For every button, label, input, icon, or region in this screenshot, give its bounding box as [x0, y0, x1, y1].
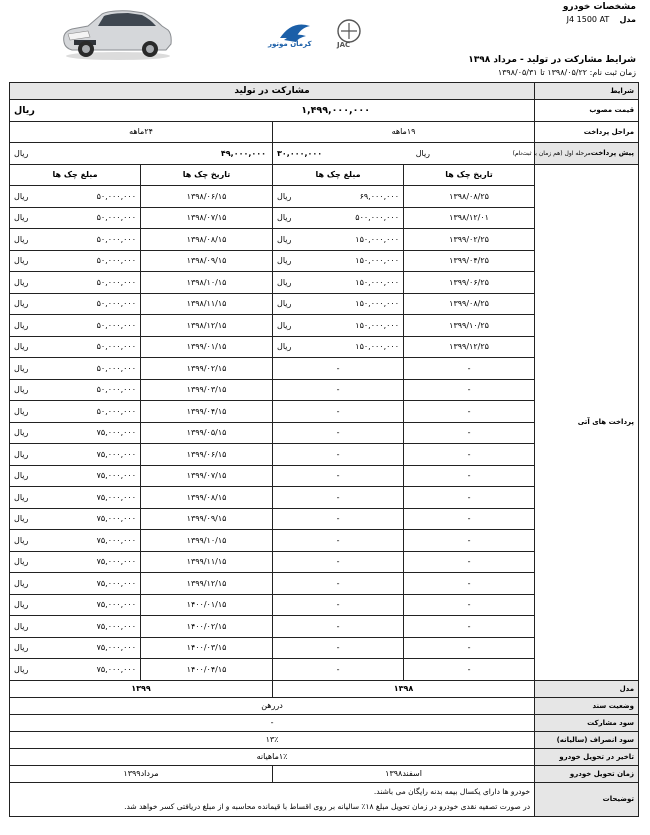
check-amount: ۵۰,۰۰۰,۰۰۰: [96, 234, 137, 244]
plan-a-check-date: ۱۳۹۹/۱۲/۲۵: [404, 336, 535, 358]
plan-b-check-date: ۱۳۹۹/۰۶/۱۵: [141, 444, 273, 466]
participation-profit-value: -: [10, 714, 535, 731]
plan-b-check-date: ۱۳۹۹/۰۹/۱۵: [141, 508, 273, 530]
plan-a-empty-amount: -: [273, 637, 404, 659]
plan-b-check-date: ۱۳۹۸/۱۰/۱۵: [141, 272, 273, 294]
check-amount: ۶۹,۰۰۰,۰۰۰: [359, 191, 400, 201]
plan-b-check-amount: [10, 594, 141, 616]
plan-a-check-date: ۱۳۹۹/۰۲/۲۵: [404, 229, 535, 251]
plan-b-check-amount: [10, 487, 141, 509]
check-amount: ۵۰,۰۰۰,۰۰۰: [96, 256, 137, 266]
first-stage-label: مرحله اول (هم زمان با ثبت‌نام): [512, 149, 591, 157]
unit-label: ریال: [14, 342, 29, 352]
plan-b-check-amount: [10, 422, 141, 444]
note-line: در صورت تصفیه نقدی خودرو در زمان تحویل مبلغ ۱۸٪ سالیانه بر روی اقساط با قیمانده محاسبه و از مبلغ دریافتی کسر خواهد شد.: [124, 802, 531, 811]
plan-title: مشارکت در تولید: [10, 83, 535, 100]
plan-b-check-date: ۱۳۹۹/۰۷/۱۵: [141, 465, 273, 487]
conditions-title: شرایط مشارکت در تولید - مرداد ۱۳۹۸: [468, 55, 636, 65]
approved-price-unit: ریال: [14, 104, 35, 116]
plan-b-prepay-value: ۴۹,۰۰۰,۰۰۰: [220, 148, 267, 158]
plan-b-check-date: ۱۳۹۹/۰۱/۱۵: [141, 336, 273, 358]
plan-a-empty-amount: -: [273, 659, 404, 681]
unit-label: ریال: [277, 256, 292, 266]
registration-period: زمان ثبت نام: ۱۳۹۸/۰۵/۲۲ تا ۱۳۹۸/۰۵/۳۱: [497, 68, 636, 77]
kerman-motor-logo-icon: [270, 18, 320, 54]
delivery-delay-label: تاخیر در تحویل خودرو: [535, 748, 639, 765]
unit-label: ریال: [14, 643, 29, 653]
document-status-row: [10, 697, 639, 714]
plan-b-check-amount: [10, 551, 141, 573]
unit-label: ریال: [14, 578, 29, 588]
check-amount: ۵۰,۰۰۰,۰۰۰: [96, 299, 137, 309]
plan-a-empty-date: -: [404, 422, 535, 444]
model-a-year: ۱۳۹۸: [273, 680, 535, 697]
check-amount: ۷۵,۰۰۰,۰۰۰: [96, 621, 137, 631]
plan-b-check-amount: [10, 207, 141, 229]
plan-a-empty-date: -: [404, 573, 535, 595]
plan-a-check-date: ۱۳۹۹/۰۸/۲۵: [404, 293, 535, 315]
plan-b-check-date: ۱۳۹۸/۱۱/۱۵: [141, 293, 273, 315]
car-image: [58, 4, 176, 62]
unit-label: ریال: [14, 492, 29, 502]
check-amount: ۷۵,۰۰۰,۰۰۰: [96, 578, 137, 588]
notes-cell: [10, 782, 535, 816]
delivery-time-row: [10, 765, 639, 782]
unit-label: ریال: [14, 449, 29, 459]
plan-b-check-date: ۱۳۹۹/۰۴/۱۵: [141, 401, 273, 423]
plan-a-empty-amount: -: [273, 508, 404, 530]
plan-a-empty-date: -: [404, 659, 535, 681]
plan-b-check-amount: [10, 573, 141, 595]
check-amount: ۱۵۰,۰۰۰,۰۰۰: [355, 320, 400, 330]
future-payments-label: پرداخت های آتی: [535, 164, 639, 680]
payment-stages-label: مراحل پرداخت: [535, 121, 639, 143]
check-amount: ۵۰,۰۰۰,۰۰۰: [96, 342, 137, 352]
plan-b-prepay-cell: [10, 143, 273, 165]
plan-a-empty-date: -: [404, 379, 535, 401]
plan-b-check-amount: [10, 659, 141, 681]
plan-a-empty-date: -: [404, 594, 535, 616]
plan-b-check-amount: [10, 272, 141, 294]
prepayment-label-cell: [512, 143, 639, 165]
unit-label: ریال: [277, 234, 292, 244]
plan-b-check-amount: [10, 250, 141, 272]
unit-label: ریال: [14, 428, 29, 438]
plan-a-amount-header: مبلغ چک ها: [273, 164, 404, 186]
plan-b-check-amount: [10, 186, 141, 208]
document-status-label: وضعیت سند: [535, 697, 639, 714]
plan-a-empty-date: -: [404, 637, 535, 659]
plan-b-months: ۲۴ماهه: [10, 121, 273, 143]
plan-b-check-date: ۱۳۹۹/۱۲/۱۵: [141, 573, 273, 595]
approved-price-cell: [10, 100, 535, 122]
document-status-value: دررهن: [10, 697, 535, 714]
check-amount: ۷۵,۰۰۰,۰۰۰: [96, 557, 137, 567]
plan-a-check-date: ۱۳۹۸/۰۸/۲۵: [404, 186, 535, 208]
plan-a-empty-amount: -: [273, 401, 404, 423]
unit-label: ریال: [277, 213, 292, 223]
unit-label: ریال: [14, 363, 29, 373]
unit-label: ریال: [14, 664, 29, 674]
model-b-year: ۱۳۹۹: [10, 680, 273, 697]
plan-a-check-date: ۱۳۹۹/۰۶/۲۵: [404, 272, 535, 294]
model-label: مدل: [535, 680, 639, 697]
plan-a-check-amount: [273, 186, 404, 208]
plan-a-date-header: تاریخ چک ها: [404, 164, 535, 186]
plan-a-check-amount: [273, 229, 404, 251]
plan-a-empty-amount: -: [273, 358, 404, 380]
check-amount: ۵۰,۰۰۰,۰۰۰: [96, 320, 137, 330]
delay-profit-row: [10, 731, 639, 748]
plan-a-empty-amount: -: [273, 379, 404, 401]
plan-b-check-date: ۱۴۰۰/۰۴/۱۵: [141, 659, 273, 681]
plan-a-empty-date: -: [404, 444, 535, 466]
plan-b-check-date: ۱۳۹۹/۱۱/۱۵: [141, 551, 273, 573]
plan-a-check-date: ۱۳۹۸/۱۲/۰۱: [404, 207, 535, 229]
unit-label: ریال: [14, 471, 29, 481]
plan-a-check-amount: [273, 207, 404, 229]
check-amount: ۵۰,۰۰۰,۰۰۰: [96, 277, 137, 287]
plan-b-check-date: ۱۳۹۹/۰۲/۱۵: [141, 358, 273, 380]
check-amount: ۷۵,۰۰۰,۰۰۰: [96, 471, 137, 481]
plan-a-empty-date: -: [404, 358, 535, 380]
plan-b-prepay-unit: ریال: [14, 148, 29, 158]
plan-a-empty-date: -: [404, 551, 535, 573]
unit-label: ریال: [14, 234, 29, 244]
plan-b-check-amount: [10, 637, 141, 659]
check-amount: ۷۵,۰۰۰,۰۰۰: [96, 643, 137, 653]
plan-b-check-amount: [10, 379, 141, 401]
plan-a-empty-amount: -: [273, 487, 404, 509]
plan-b-check-amount: [10, 336, 141, 358]
plan-a-prepay-unit: ریال: [415, 148, 431, 158]
participation-profit-row: [10, 714, 639, 731]
unit-label: ریال: [277, 342, 292, 352]
plan-b-check-date: ۱۳۹۸/۰۸/۱۵: [141, 229, 273, 251]
check-amount: ۱۵۰,۰۰۰,۰۰۰: [355, 299, 400, 309]
unit-label: ریال: [14, 256, 29, 266]
plan-a-check-amount: [273, 293, 404, 315]
plan-b-check-amount: [10, 229, 141, 251]
delivery-delay-value: ۱٪ماهیانه: [10, 748, 535, 765]
model-row: [10, 680, 639, 697]
jac-text: JAC: [337, 41, 351, 49]
plan-b-check-amount: [10, 444, 141, 466]
check-amount: ۷۵,۰۰۰,۰۰۰: [96, 600, 137, 610]
conditions-label: شرایط: [535, 83, 639, 100]
check-amount: ۵۰,۰۰۰,۰۰۰: [96, 406, 137, 416]
plan-b-check-date: ۱۳۹۹/۰۳/۱۵: [141, 379, 273, 401]
unit-label: ریال: [277, 277, 292, 287]
plan-a-empty-amount: -: [273, 551, 404, 573]
model-value: J4 1500 AT: [566, 15, 610, 24]
plan-a-check-date: ۱۳۹۹/۰۴/۲۵: [404, 250, 535, 272]
check-amount: ۱۵۰,۰۰۰,۰۰۰: [355, 277, 400, 287]
approved-price-label: قیمت مصوب: [535, 100, 639, 122]
unit-label: ریال: [277, 191, 292, 201]
model-info: [567, 15, 636, 24]
plan-a-empty-amount: -: [273, 616, 404, 638]
plan-b-date-header: تاریخ چک ها: [141, 164, 273, 186]
note-line: خودرو ها دارای یکسال بیمه بدنه رایگان می باشند.: [373, 787, 531, 796]
delivery-delay-row: [10, 748, 639, 765]
check-amount: ۷۵,۰۰۰,۰۰۰: [96, 492, 137, 502]
conditions-table: [9, 82, 639, 817]
check-amount: ۱۵۰,۰۰۰,۰۰۰: [355, 256, 400, 266]
check-amount: ۵۰,۰۰۰,۰۰۰: [96, 213, 137, 223]
plan-b-check-date: ۱۴۰۰/۰۲/۱۵: [141, 616, 273, 638]
plan-b-check-amount: [10, 530, 141, 552]
plan-b-check-amount: [10, 616, 141, 638]
delay-profit-value: ۱۳٪: [10, 731, 535, 748]
plan-a-check-amount: [273, 250, 404, 272]
plan-b-check-amount: [10, 293, 141, 315]
plan-a-empty-amount: -: [273, 594, 404, 616]
unit-label: ریال: [14, 557, 29, 567]
delivery-a-value: اسفند۱۳۹۸: [273, 765, 535, 782]
notes-label: توضیحات: [535, 782, 639, 816]
check-amount: ۷۵,۰۰۰,۰۰۰: [96, 428, 137, 438]
check-amount: ۱۵۰,۰۰۰,۰۰۰: [355, 342, 400, 352]
prepayment-label: پیش پرداخت: [590, 149, 635, 158]
plan-a-check-date: ۱۳۹۹/۱۰/۲۵: [404, 315, 535, 337]
check-amount: ۷۵,۰۰۰,۰۰۰: [96, 514, 137, 524]
plan-b-check-date: ۱۴۰۰/۰۱/۱۵: [141, 594, 273, 616]
plan-a-empty-amount: -: [273, 573, 404, 595]
plan-b-check-amount: [10, 401, 141, 423]
notes-row: [10, 782, 639, 816]
plan-a-prepay-value: ۳۰,۰۰۰,۰۰۰: [277, 148, 323, 158]
plan-a-empty-date: -: [404, 530, 535, 552]
check-amount: ۷۵,۰۰۰,۰۰۰: [96, 664, 137, 674]
plan-b-check-amount: [10, 508, 141, 530]
plan-a-check-amount: [273, 272, 404, 294]
unit-label: ریال: [14, 213, 29, 223]
plan-b-check-date: ۱۳۹۹/۰۸/۱۵: [141, 487, 273, 509]
plan-a-empty-amount: -: [273, 422, 404, 444]
plan-a-empty-amount: -: [273, 444, 404, 466]
check-amount: ۷۵,۰۰۰,۰۰۰: [96, 449, 137, 459]
approved-price-value: ۱,۴۹۹,۰۰۰,۰۰۰: [301, 104, 371, 116]
plan-a-empty-date: -: [404, 616, 535, 638]
unit-label: ریال: [14, 299, 29, 309]
unit-label: ریال: [14, 191, 29, 201]
delivery-b-value: مرداد۱۳۹۹: [10, 765, 273, 782]
check-amount: ۷۵,۰۰۰,۰۰۰: [96, 535, 137, 545]
unit-label: ریال: [14, 385, 29, 395]
unit-label: ریال: [14, 277, 29, 287]
delay-profit-label: سود انصراف (سالیانه): [535, 731, 639, 748]
participation-profit-label: سود مشارکت: [535, 714, 639, 731]
plan-a-empty-amount: -: [273, 465, 404, 487]
unit-label: ریال: [14, 320, 29, 330]
check-amount: ۵۰,۰۰۰,۰۰۰: [96, 191, 137, 201]
kerman-motor-text: کرمان موتور: [268, 40, 312, 48]
plan-b-check-date: ۱۳۹۹/۰۵/۱۵: [141, 422, 273, 444]
plan-b-check-date: ۱۳۹۸/۰۶/۱۵: [141, 186, 273, 208]
plan-b-check-date: ۱۳۹۸/۱۲/۱۵: [141, 315, 273, 337]
plan-a-empty-date: -: [404, 401, 535, 423]
check-amount: ۵۰,۰۰۰,۰۰۰: [96, 385, 137, 395]
plan-b-check-amount: [10, 358, 141, 380]
unit-label: ریال: [14, 406, 29, 416]
plan-a-check-amount: [273, 336, 404, 358]
plan-b-check-date: ۱۳۹۹/۱۰/۱۵: [141, 530, 273, 552]
check-amount: ۵۰,۰۰۰,۰۰۰: [96, 363, 137, 373]
check-amount: ۱۵۰,۰۰۰,۰۰۰: [355, 234, 400, 244]
plan-b-amount-header: مبلغ چک ها: [10, 164, 141, 186]
plan-b-check-date: ۱۴۰۰/۰۳/۱۵: [141, 637, 273, 659]
plan-a-prepay-cell: [273, 143, 535, 165]
unit-label: ریال: [14, 621, 29, 631]
unit-label: ریال: [14, 535, 29, 545]
unit-label: ریال: [277, 299, 292, 309]
model-label: مدل: [619, 15, 636, 24]
page-title: مشخصات خودرو: [562, 2, 636, 12]
plan-a-months: ۱۹ماهه: [273, 121, 535, 143]
plan-b-check-amount: [10, 465, 141, 487]
plan-a-empty-date: -: [404, 508, 535, 530]
plan-b-check-date: ۱۳۹۸/۰۷/۱۵: [141, 207, 273, 229]
plan-b-check-date: ۱۳۹۸/۰۹/۱۵: [141, 250, 273, 272]
plan-b-check-amount: [10, 315, 141, 337]
plan-a-empty-amount: -: [273, 530, 404, 552]
plan-a-empty-date: -: [404, 465, 535, 487]
check-amount: ۵۰۰,۰۰۰,۰۰۰: [355, 213, 400, 223]
plan-a-empty-date: -: [404, 487, 535, 509]
unit-label: ریال: [277, 320, 292, 330]
delivery-time-label: زمان تحویل خودرو: [535, 765, 639, 782]
unit-label: ریال: [14, 600, 29, 610]
plan-a-check-amount: [273, 315, 404, 337]
unit-label: ریال: [14, 514, 29, 524]
